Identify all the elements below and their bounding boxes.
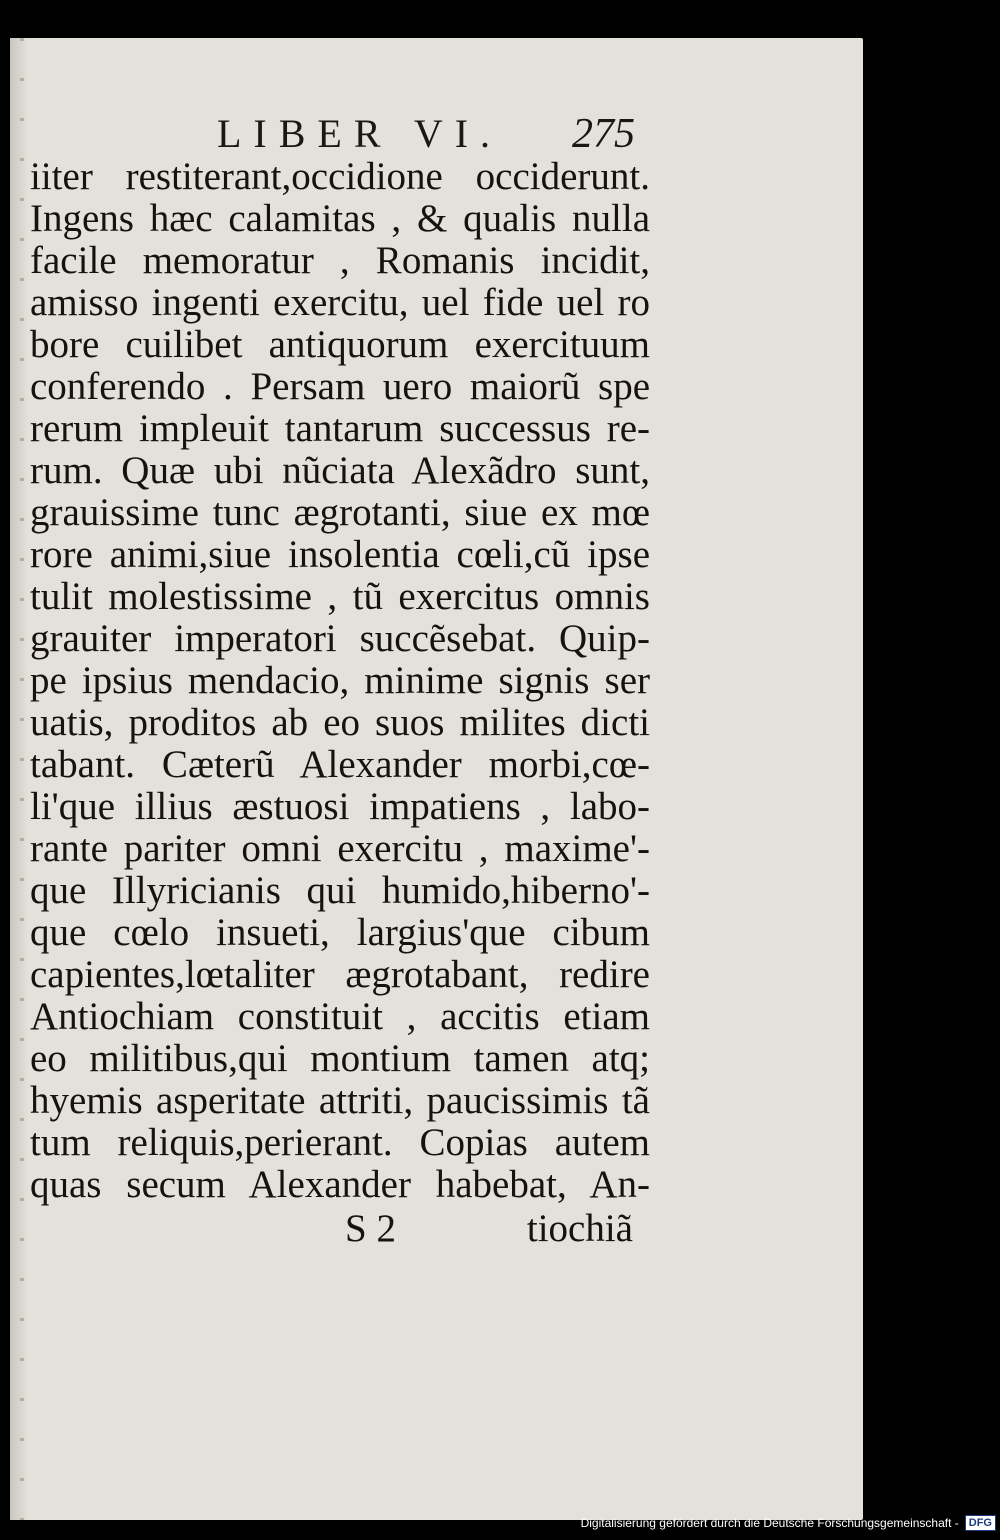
text-line: que Illyricianis qui humido,hiberno'-	[30, 869, 650, 912]
text-line: tabant. Cæterũ Alexander morbi,cœ-	[30, 743, 650, 786]
text-line: iiter restiterant,occidione occiderunt.	[30, 155, 650, 198]
text-line: uatis, proditos ab eo suos milites dicti	[30, 701, 650, 744]
text-line: rerum impleuit tantarum successus re-	[30, 407, 650, 450]
page-gutter-shadow	[10, 38, 28, 1520]
text-line: tum reliquis,perierant. Copias autem	[30, 1121, 650, 1164]
text-line: rum. Quæ ubi nũciata Alexãdro sunt,	[30, 449, 650, 492]
text-line: conferendo . Persam uero maiorũ spe	[30, 365, 650, 408]
book-page	[10, 38, 863, 1520]
text-line: rore animi,siue insolentia cœli,cũ ipse	[30, 533, 650, 576]
dfg-logo: DFG	[965, 1515, 996, 1531]
page-header	[205, 110, 635, 156]
page-edge-stains	[20, 38, 24, 1520]
text-line: quas secum Alexander habebat, An-	[30, 1163, 650, 1206]
digitization-footer	[581, 1508, 996, 1538]
catch-line	[333, 1206, 633, 1252]
text-line: amisso ingenti exercitu, uel fide uel ro	[30, 281, 650, 324]
text-line: eo militibus,qui montium tamen atq;	[30, 1037, 650, 1080]
text-line: hyemis asperitate attriti, paucissimis tã	[30, 1079, 650, 1122]
text-line: rante pariter omni exercitu , maxime'-	[30, 827, 650, 870]
text-line: Ingens hæc calamitas , & qualis nulla	[30, 197, 650, 240]
text-line: grauissime tunc ægrotanti, siue ex mœ	[30, 491, 650, 534]
text-line: li'que illius æstuosi impatiens , labo-	[30, 785, 650, 828]
running-title: LIBER VI.	[217, 111, 503, 156]
text-line: capientes,lœtaliter ægrotabant, redire	[30, 953, 650, 996]
text-line: Antiochiam constituit , accitis etiam	[30, 995, 650, 1038]
text-line: bore cuilibet antiquorum exercituum	[30, 323, 650, 366]
text-line: pe ipsius mendacio, minime signis ser	[30, 659, 650, 702]
text-line: tulit molestissime , tũ exercitus omnis	[30, 575, 650, 618]
text-line: grauiter imperatori succẽsebat. Quip-	[30, 617, 650, 660]
text-line: facile memoratur , Romanis incidit,	[30, 239, 650, 282]
catchword: tiochiã	[526, 1207, 633, 1250]
text-line: que cœlo insueti, largius'que cibum	[30, 911, 650, 954]
body-text	[30, 156, 650, 1206]
funding-credit: Digitalisierung gefördert durch die Deutsche Forschungsgemeinschaft -	[580, 1516, 959, 1530]
folio-number: 275	[572, 111, 635, 157]
signature-mark: S 2	[345, 1207, 396, 1250]
